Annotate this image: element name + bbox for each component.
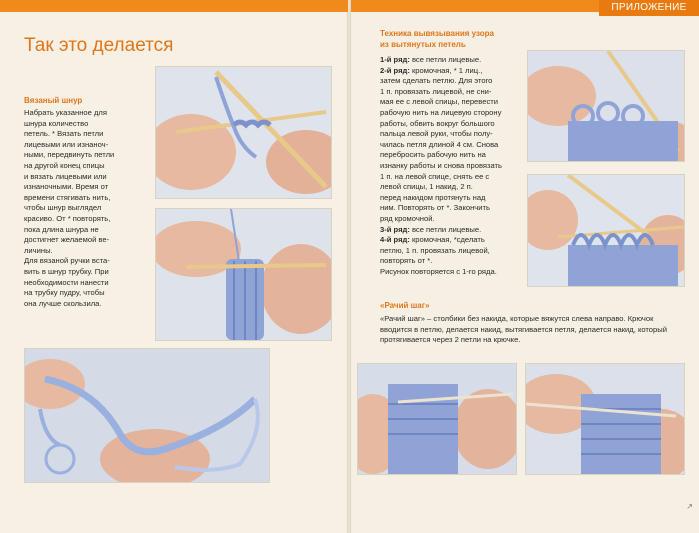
row1-label: 1-й ряд: [380, 55, 410, 64]
loops-heading-line1: Техника вывязывания узора [380, 29, 494, 38]
corner-mark: ↗ [686, 502, 693, 511]
loops-instructions [380, 55, 530, 277]
page-title: Так это делается [24, 35, 174, 56]
photo-cord-step2 [155, 208, 332, 341]
photo-crab-step1 [357, 363, 517, 475]
row3-text: все петли лицевые. [409, 224, 482, 234]
row2-label: 2-й ряд: [380, 65, 410, 75]
crab-heading: «Рачий шаг» [380, 301, 430, 310]
book-spine [347, 0, 351, 533]
crab-text: «Рачий шаг» – столбики без накида, которые вяжутся слева направо. Крючок вводится в петлю, делается накид, вытягивается петля, делается накид, который протягивается через 2 петли на крючке. [380, 314, 667, 345]
photo-cord-handle [24, 348, 270, 483]
cord-text: Набрать указанное для шнура количество петель. * Вязать петли лицевыми или изнаноч- ными, передвинуть петли на другой конец спицы и вязать лицевыми или изнаночными. Время от времени стягивать нить, чтобы шнур выглядел красиво. От * повторять, пока длина шнура не достигнет желаемой ве- личины. Для вязаной ручки вста- вить в шнур трубку. При необходимости нанести на трубку пудру, чтобы она лучше скользила. [24, 108, 115, 308]
photo-loops-step2 [527, 174, 685, 287]
loops-heading-line2: из вытянутых петель [380, 40, 466, 49]
row4-label: 4-й ряд: [380, 235, 410, 245]
section-label: ПРИЛОЖЕНИЕ [599, 0, 699, 16]
row1-text: все петли лицевые. [409, 55, 482, 64]
row3-label: 3-й ряд: [380, 224, 410, 234]
cord-heading: Вязаный шнур [24, 96, 83, 105]
row4-text: кромочная, *сделать петлю, 1 п. провязать лицевой, повторять от *. [380, 235, 490, 266]
row2-text: кромочная, * 1 лиц., затем сделать петлю. Для этого 1 п. провязать лицевой, не сни- мая ее с левой спицы, перевести рабочую нить на лицевую сторону работы, обвить вокруг большого пальца левой руки, чтобы полу- чилась петля длиной 4 см. Снова перебросить рабочую нить на изнанку работы и снова провязать 1 п. на левой спице, снять ее с левой спицы, 1 накид, 2 п. перед накидом протянуть над ним. Повторять от *. Закончить ряд кромочной. [380, 65, 502, 223]
photo-loops-step1 [527, 50, 685, 162]
top-bar-left [0, 0, 348, 12]
photo-crab-step2 [525, 363, 685, 475]
photo-cord-step1 [155, 66, 332, 199]
repeat-text: Рисунок повторяется с 1-го ряда. [380, 266, 497, 276]
